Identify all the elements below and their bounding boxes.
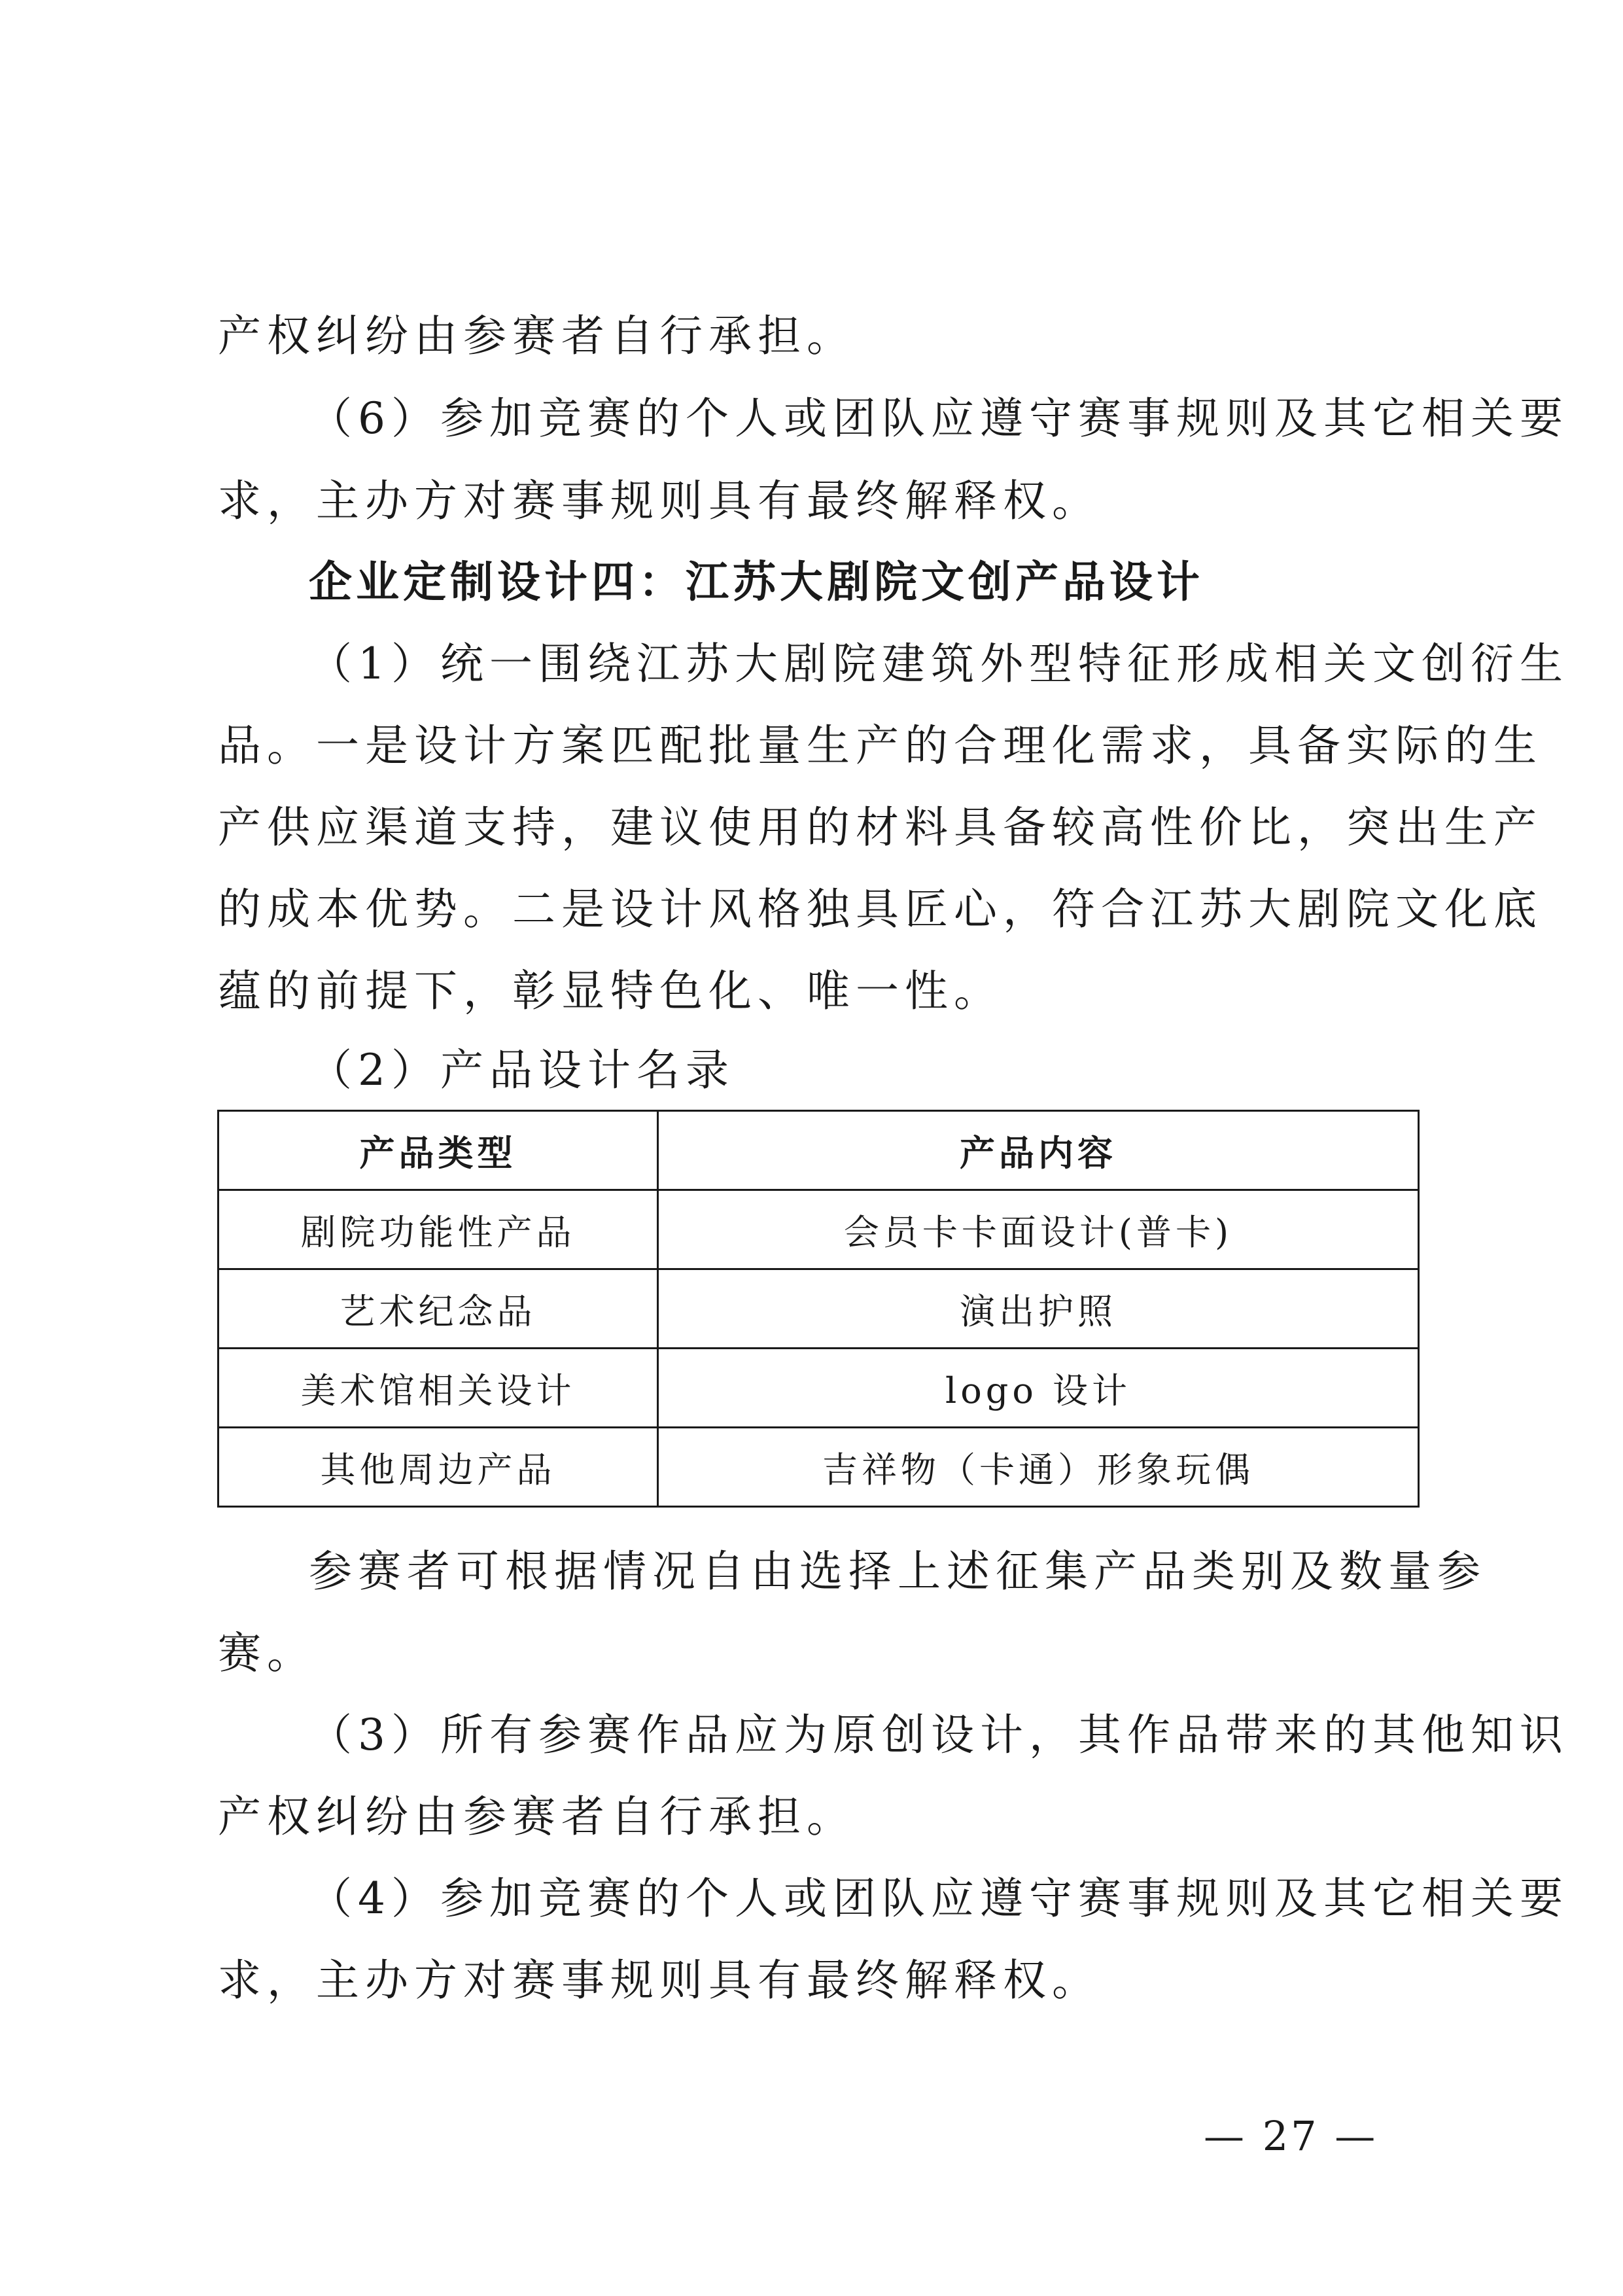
paragraph-line: （4）参加竞赛的个人或团队应遵守赛事规则及其它相关要: [309, 1873, 1569, 1924]
paragraph-line: 产供应渠道支持，建议使用的材料具备较高性价比，突出生产: [218, 802, 1543, 853]
table-header-row: [218, 1111, 1419, 1190]
table-row: [218, 1190, 1419, 1269]
paragraph-line: （3）所有参赛作品应为原创设计，其作品带来的其他知识: [309, 1710, 1569, 1760]
cell-product-type: 艺术纪念品: [218, 1269, 658, 1349]
cell-product-content: logo 设计: [658, 1349, 1419, 1428]
section-heading: 企业定制设计四：江苏大剧院文创产品设计: [309, 557, 1204, 607]
header-product-content: 产品内容: [658, 1111, 1419, 1190]
cell-product-content: 吉祥物（卡通）形象玩偶: [658, 1428, 1419, 1507]
header-product-type: 产品类型: [218, 1111, 658, 1190]
paragraph-line: 求，主办方对赛事规则具有最终解释权。: [218, 476, 1101, 526]
cell-product-type: 其他周边产品: [218, 1428, 658, 1507]
paragraph-line: 赛。: [218, 1628, 316, 1678]
paragraph-line: 的成本优势。二是设计风格独具匠心，符合江苏大剧院文化底: [218, 884, 1543, 934]
paragraph-line: （1）统一围绕江苏大剧院建筑外型特征形成相关文创衍生: [309, 639, 1569, 689]
cell-product-content: 演出护照: [658, 1269, 1419, 1349]
paragraph-line: 产权纠纷由参赛者自行承担。: [218, 311, 856, 361]
paragraph-line: 求，主办方对赛事规则具有最终解释权。: [218, 1955, 1101, 2005]
paragraph-line: 参赛者可根据情况自由选择上述征集产品类别及数量参: [309, 1546, 1486, 1597]
page-number: — 27 —: [1204, 2112, 1378, 2160]
table-row: [218, 1349, 1419, 1428]
cell-product-content: 会员卡卡面设计(普卡): [658, 1190, 1419, 1269]
paragraph-line: 蕴的前提下，彰显特色化、唯一性。: [218, 966, 1003, 1016]
cell-product-type: 剧院功能性产品: [218, 1190, 658, 1269]
paragraph-line: 产权纠纷由参赛者自行承担。: [218, 1792, 856, 1842]
paragraph-line: 品。一是设计方案匹配批量生产的合理化需求，具备实际的生: [218, 720, 1543, 771]
table-row: [218, 1428, 1419, 1507]
table-caption: （2）产品设计名录: [309, 1045, 735, 1095]
table-row: [218, 1269, 1419, 1349]
product-catalog-table: [217, 1110, 1420, 1508]
cell-product-type: 美术馆相关设计: [218, 1349, 658, 1428]
paragraph-line: （6）参加竞赛的个人或团队应遵守赛事规则及其它相关要: [309, 393, 1569, 444]
